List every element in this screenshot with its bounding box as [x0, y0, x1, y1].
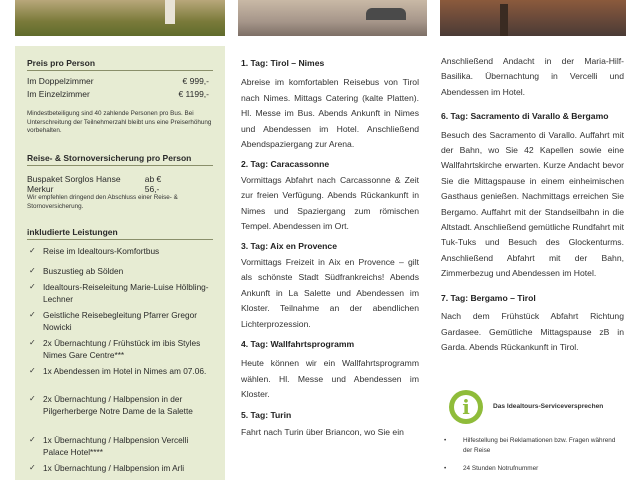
list-item-text: 2x Übernachtung / Frühstück im ibis Styles Nimes Gare Centre***: [43, 338, 201, 361]
day-title: 5. Tag: Turin: [241, 409, 292, 420]
price-note: Mindestbeteiligung sind 40 zahlende Personen pro Bus. Bei Unterschreitung der Teilnehmerzahl bleibt uns eine Preiserhöhung vorbehalten.: [27, 110, 212, 135]
bullet-icon: •: [444, 465, 447, 472]
info-logo-icon: [449, 390, 483, 424]
day-title: 6. Tag: Sacramento di Varallo & Bergamo: [441, 111, 609, 122]
list-item-text: 24 Stunden Notrufnummer: [463, 465, 539, 472]
divider: [27, 70, 213, 71]
list-item-text: Reise im Idealtours-Komfortbus: [43, 246, 160, 256]
list-item-text: Buszustieg ab Sölden: [43, 266, 124, 276]
photo-city-view: [440, 0, 626, 36]
itinerary-column-right: [441, 54, 624, 355]
list-item-text: 1x Übernachtung / Halbpension Vercelli Palace Hotel****: [43, 435, 189, 458]
photo-statue-square: [238, 0, 427, 36]
bullet-icon: •: [444, 437, 447, 444]
list-item-text: Hilfestellung bei Reklamationen bzw. Fragen während der Reise: [463, 437, 616, 454]
day-text: Vormittags Abfahrt nach Carcassonne & Zeit zur freien Verfügung. Abends Rückankunft in Nimes und Spaziergang zum römischen Tempel. Abendessen im Ort.: [241, 174, 419, 232]
price-row-label: Im Einzelzimmer: [27, 89, 90, 99]
checkmark-icon: ✓: [29, 435, 36, 444]
photo-detail: [500, 4, 508, 36]
price-row-label: Im Doppelzimmer: [27, 76, 94, 86]
photo-alpine-landscape: [15, 0, 225, 36]
day-text: Vormittags Freizeit in Aix en Provence – gilt als schönste Stadt Südfrankreichs! Abends Ankunft in La Salette und Abendessen im Kloster. Teilnahme an der abendlichen Lichterprozession.: [241, 256, 419, 329]
day-text: Fahrt nach Turin über Briancon, wo Sie ein: [241, 426, 404, 437]
day-title: 4. Tag: Wallfahrtsprogramm: [241, 338, 355, 349]
price-row-single: [27, 89, 209, 99]
insurance-label: Buspaket Sorglos Hanse Merkur: [27, 174, 121, 194]
service-title: Das Idealtours-Serviceversprechen: [493, 403, 604, 410]
logo-letter: i: [454, 395, 478, 419]
price-row-value: € 999,-: [182, 76, 209, 86]
price-title: Preis pro Person: [27, 58, 96, 68]
day-text: Nach dem Frühstück Abfahrt Richtung Gardasee. Gemütliche Mittagspause zB in Garda. Abends Rückankunft in Tirol.: [441, 311, 624, 352]
insurance-value: ab € 56,-: [144, 174, 162, 194]
day-title: 7. Tag: Bergamo – Tirol: [441, 292, 536, 303]
itinerary-column-mid: [241, 56, 419, 440]
divider: [27, 239, 213, 240]
day-text: Heute können wir ein Wallfahrtsprogramm wählen. Hl. Messe und Abendessen im Kloster.: [241, 358, 419, 400]
price-row-value: € 1199,-: [178, 89, 209, 99]
day-text: Anschließend Andacht in der Maria-Hilf-Basilika. Übernachtung in Vercelli und Abendessen im Hotel.: [441, 56, 624, 97]
checkmark-icon: ✓: [29, 246, 36, 255]
checkmark-icon: ✓: [29, 310, 36, 319]
list-item-text: Geistliche Reisebegleitung Pfarrer Gregor Nowicki: [43, 310, 198, 333]
divider: [27, 165, 213, 166]
list-item-text: Idealtours-Reiseleitung Marie-Luise Hölbling-Lechner: [43, 282, 209, 305]
list-item-text: 2x Übernachtung / Halbpension in der Pilgerherberge Notre Dame de la Salette: [43, 394, 193, 417]
list-item-text: 1x Abendessen im Hotel in Nimes am 07.06.: [43, 366, 207, 376]
photo-detail: [165, 0, 175, 24]
service-promise: [441, 386, 626, 480]
list-item-text: 1x Übernachtung / Halbpension im Arli: [43, 463, 185, 473]
day-title: 2. Tag: Caracassonne: [241, 159, 330, 170]
photo-detail: [366, 8, 406, 20]
price-info-panel: [15, 46, 225, 480]
checkmark-icon: ✓: [29, 394, 36, 403]
insurance-row: [27, 174, 177, 194]
checkmark-icon: ✓: [29, 366, 36, 375]
day-text: Abreise im komfortablen Reisebus von Tirol nach Nimes. Mittags Catering (kalte Platten). Hl. Messe im Bus. Abends Ankunft in Nimes und Abendessen im Hotel. Anschließend Abendspaziergang zur Arena.: [241, 77, 419, 150]
checkmark-icon: ✓: [29, 463, 36, 472]
checkmark-icon: ✓: [29, 338, 36, 347]
day-title: 3. Tag: Aix en Provence: [241, 241, 337, 252]
checkmark-icon: ✓: [29, 282, 36, 291]
insurance-title: Reise- & Stornoversicherung pro Person: [27, 153, 192, 163]
checkmark-icon: ✓: [29, 266, 36, 275]
day-title: 1. Tag: Tirol – Nimes: [241, 58, 325, 68]
price-row-double: [27, 76, 209, 86]
day-text: Besuch des Sacramento di Varallo. Auffahrt mit der Bahn, wo Sie 42 Kapellen sowie eine Wallfahrtskirche erwarten. Kurze Andacht bevor Sie die Mittagspause in einem einheimischen Gasthaus genießen. Nachmittags erreichen Sie Bergamo. Auffahrt mit der Standseilbahn in die Altstadt. Anschließend gemütliche Rundfahrt mit Tuk-Tuks und Besuch des Glockenturms. Anschließend Abfahrt mit der Bahn, Zimmerbezug und Abendessen im Hotel.: [441, 129, 624, 279]
insurance-note: Wir empfehlen dringend den Abschluss einer Reise- & Stornoversicherung.: [27, 194, 178, 210]
included-title: inkludierte Leistungen: [27, 227, 118, 237]
